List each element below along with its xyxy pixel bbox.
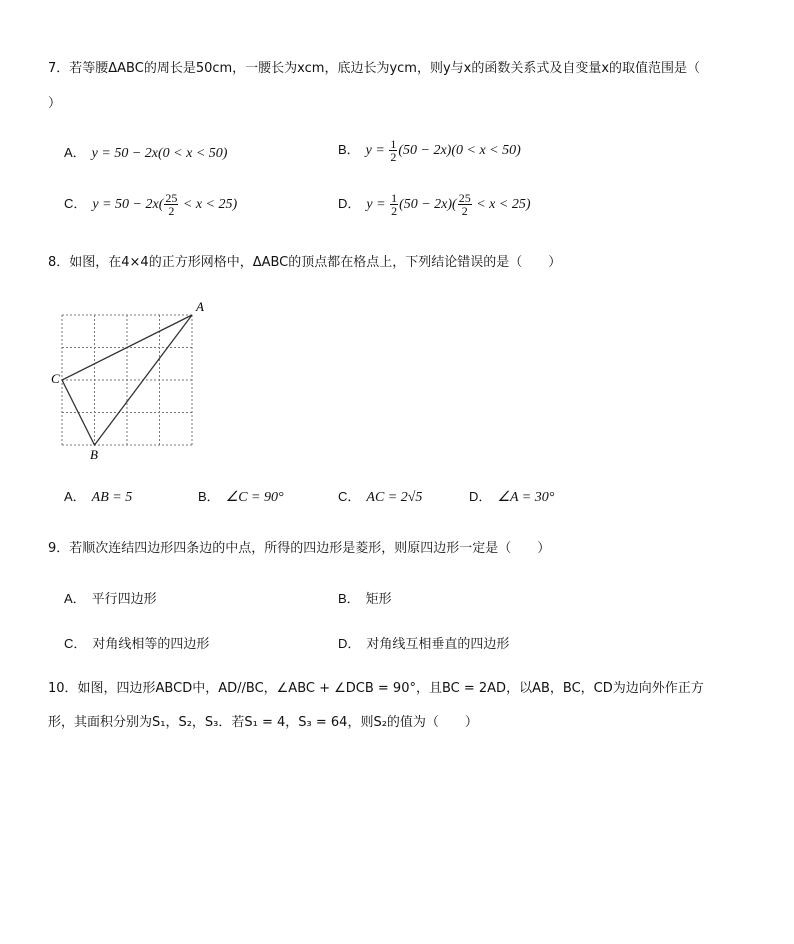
grid-lines — [62, 315, 192, 445]
numerator: 25 — [165, 191, 178, 205]
denominator: 2 — [168, 204, 175, 218]
option-mark: A． — [64, 591, 86, 606]
option-mid: (50 − 2x)( — [399, 197, 457, 212]
numerator: 25 — [458, 191, 471, 205]
fraction — [164, 192, 178, 217]
fraction — [458, 192, 472, 217]
q9-option-c[interactable] — [64, 635, 209, 654]
denominator: 2 — [390, 150, 397, 164]
option-text: 矩形 — [365, 592, 392, 607]
q8-option-c[interactable] — [338, 488, 422, 507]
option-pre: y = — [366, 197, 390, 212]
q9-option-d[interactable] — [338, 635, 509, 654]
option-mark: B． — [338, 591, 360, 606]
q7-option-c[interactable] — [64, 192, 237, 217]
q8-option-a[interactable] — [64, 488, 132, 507]
q7-stem-line1: 7．若等腰ΔABC的周长是50cm，一腰长为xcm，底边长为ycm，则y与x的函数关系式及自变量x的取值范围是（ — [48, 61, 701, 76]
option-mark: C． — [338, 489, 361, 504]
option-mark: A． — [64, 489, 86, 504]
option-mark: D． — [469, 489, 492, 504]
q8-option-b[interactable] — [198, 488, 284, 507]
option-post: (50 − 2x)(0 < x < 50) — [398, 143, 521, 158]
fraction — [390, 192, 398, 217]
q8-option-d[interactable] — [469, 488, 554, 507]
denominator: 2 — [461, 204, 468, 218]
denominator: 2 — [391, 204, 398, 218]
option-text: ∠A = 30° — [497, 490, 555, 505]
label-b: B — [90, 447, 98, 462]
label-a: A — [196, 299, 204, 314]
option-post: < x < 25) — [179, 197, 238, 212]
option-mark: C． — [64, 636, 87, 651]
option-text: 平行四边形 — [91, 592, 157, 607]
q7-stem-line2: ） — [48, 96, 62, 111]
q9-option-a[interactable] — [64, 590, 157, 609]
option-post: < x < 25) — [472, 197, 531, 212]
fraction — [389, 138, 397, 163]
q10-stem-line1: 10．如图，四边形ABCD中，AD//BC，∠ABC + ∠DCB = 90°，且BC = 2AD，以AB，BC，CD为边向外作正方 — [48, 681, 704, 696]
option-text: 对角线相等的四边形 — [92, 637, 210, 652]
option-mark: D． — [338, 636, 361, 651]
q10-stem-line2: 形，其面积分别为S₁，S₂，S₃．若S₁ = 4，S₃ = 64，则S₂的值为（ ） — [48, 715, 478, 730]
option-mark: C． — [64, 196, 87, 211]
option-mark: A． — [64, 145, 86, 160]
q7-option-d[interactable] — [338, 192, 531, 217]
option-text: 对角线互相垂直的四边形 — [366, 637, 510, 652]
numerator: 1 — [391, 191, 398, 205]
option-text: ∠C = 90° — [225, 490, 284, 505]
option-text: y = 50 − 2x(0 < x < 50) — [91, 146, 228, 161]
option-mark: D． — [338, 196, 361, 211]
option-mark: B． — [338, 142, 360, 157]
option-mark: B． — [198, 489, 220, 504]
option-pre: y = — [365, 143, 389, 158]
q9-stem: 9．若顺次连结四边形四条边的中点，所得的四边形是菱形，则原四边形一定是（ ） — [48, 541, 551, 556]
option-text: AB = 5 — [91, 490, 133, 505]
option-text: AC = 2√5 — [366, 490, 423, 505]
q9-option-b[interactable] — [338, 590, 392, 609]
label-c: C — [51, 371, 60, 386]
grid-figure — [40, 296, 220, 466]
numerator: 1 — [390, 137, 397, 151]
option-pre: y = 50 − 2x( — [92, 197, 164, 212]
q8-stem: 8．如图，在4×4的正方形网格中，ΔABC的顶点都在格点上，下列结论错误的是（ ） — [48, 255, 562, 270]
q7-option-b[interactable] — [338, 138, 521, 163]
q7-option-a[interactable] — [64, 144, 227, 163]
